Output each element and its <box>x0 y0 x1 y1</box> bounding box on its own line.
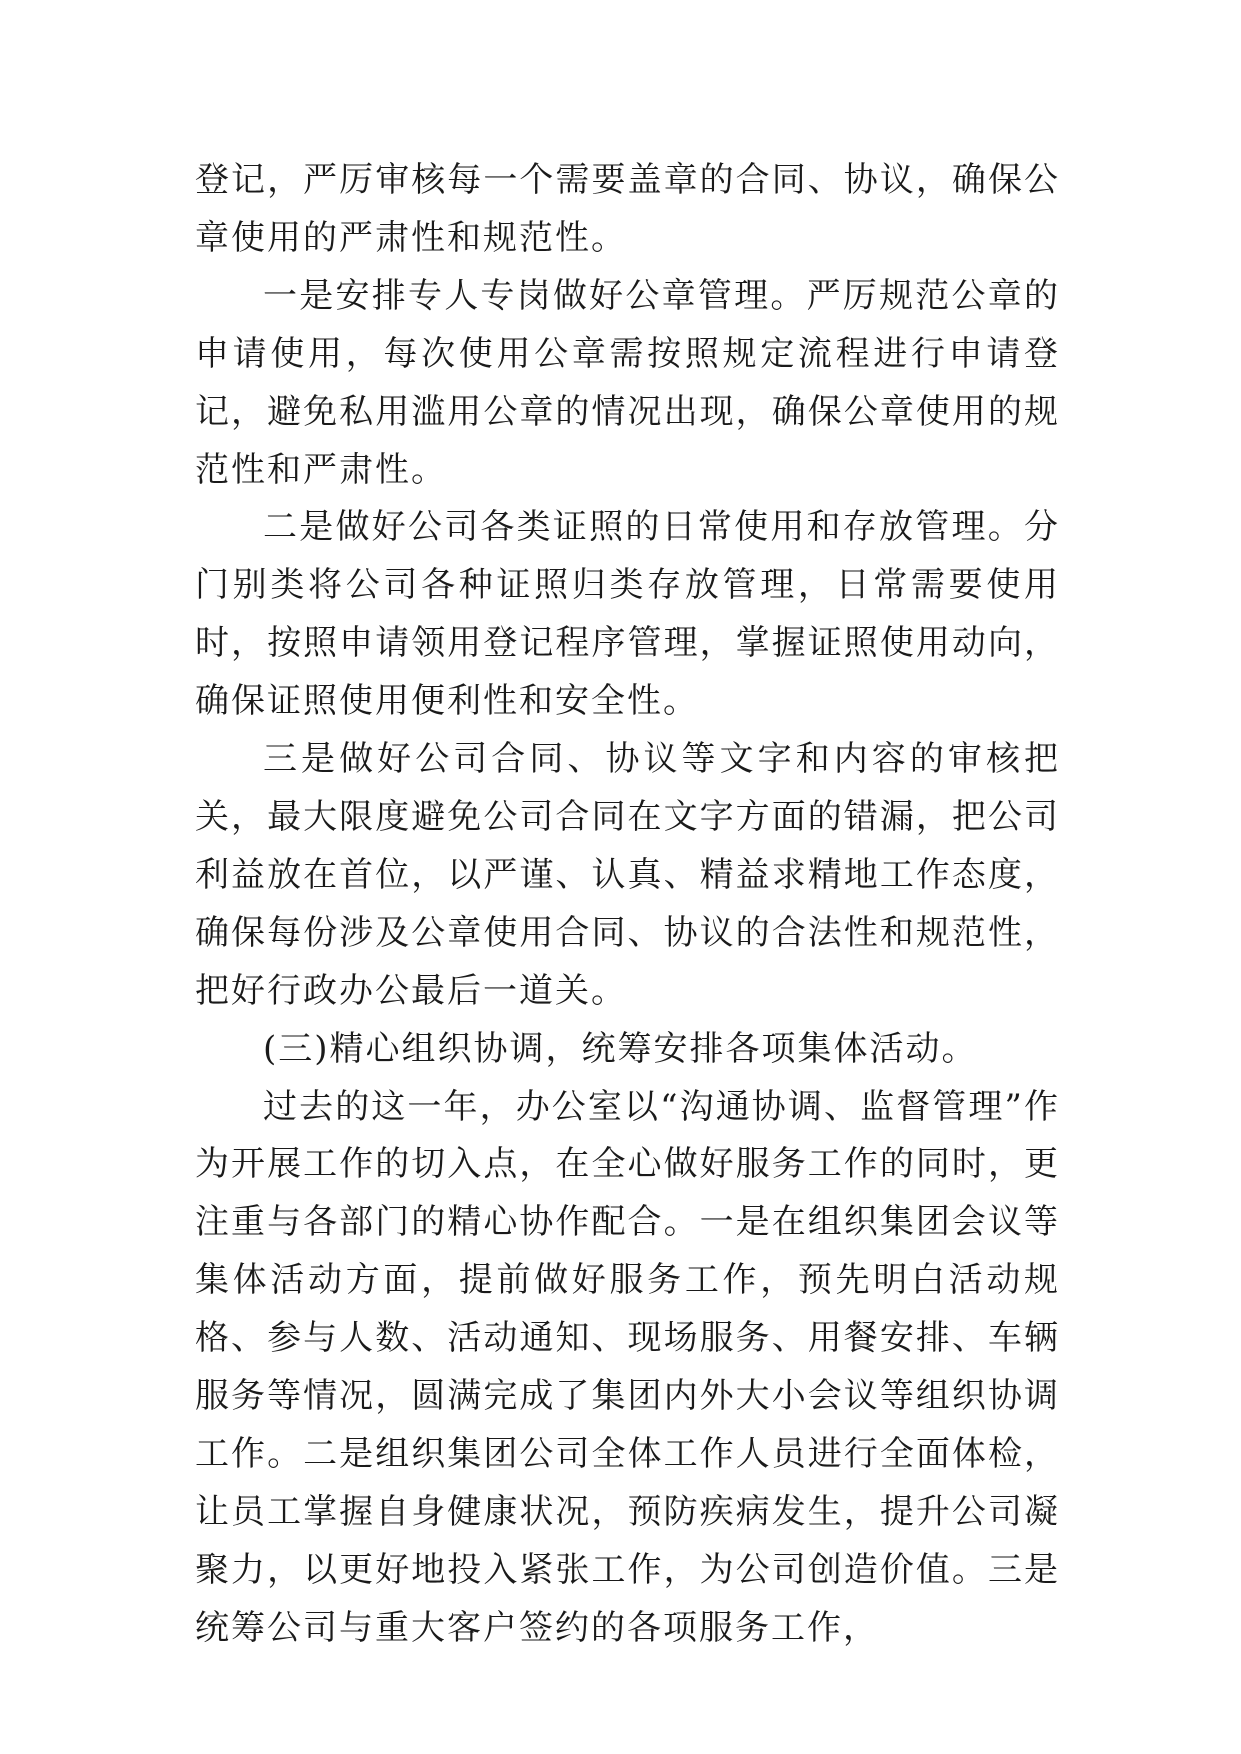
paragraph-contract-review: 三是做好公司合同、协议等文字和内容的审核把关，最大限度避免公司合同在文字方面的错漏，把公司利益放在首位，以严谨、认真、精益求精地工作态度，确保每份涉及公章使用合同、协议的合法性和规范性，把好行政办公最后一道关。 <box>195 739 1060 1011</box>
document-body <box>195 152 1060 1658</box>
paragraph-seal-management: 一是安排专人专岗做好公章管理。严厉规范公章的申请使用，每次使用公章需按照规定流程进行申请登记，避免私用滥用公章的情况出现，确保公章使用的规范性和严肃性。 <box>195 275 1060 490</box>
paragraph-continuation: 登记，严厉审核每一个需要盖章的合同、协议，确保公章使用的严肃性和规范性。 <box>195 160 1060 258</box>
paragraph-coordination: 过去的这一年，办公室以“沟通协调、监督管理”作为开展工作的切入点，在全心做好服务工作的同时，更注重与各部门的精心协作配合。一是在组织集团会议等集体活动方面，提前做好服务工作，预先明白活动规格、参与人数、活动通知、现场服务、用餐安排、车辆服务等情况，圆满完成了集团内外大小会议等组织协调工作。二是组织集团公司全体工作人员进行全面体检，让员工掌握自身健康状况，预防疾病发生，提升公司凝聚力，以更好地投入紧张工作，为公司创造价值。三是统筹公司与重大客户签约的各项服务工作， <box>195 1086 1060 1648</box>
paragraph-license-management: 二是做好公司各类证照的日常使用和存放管理。分门别类将公司各种证照归类存放管理，日常需要使用时，按照申请领用登记程序管理，掌握证照使用动向，确保证照使用便利性和安全性。 <box>195 507 1060 722</box>
section-heading-3: (三)精心组织协调，统筹安排各项集体活动。 <box>263 1028 978 1069</box>
